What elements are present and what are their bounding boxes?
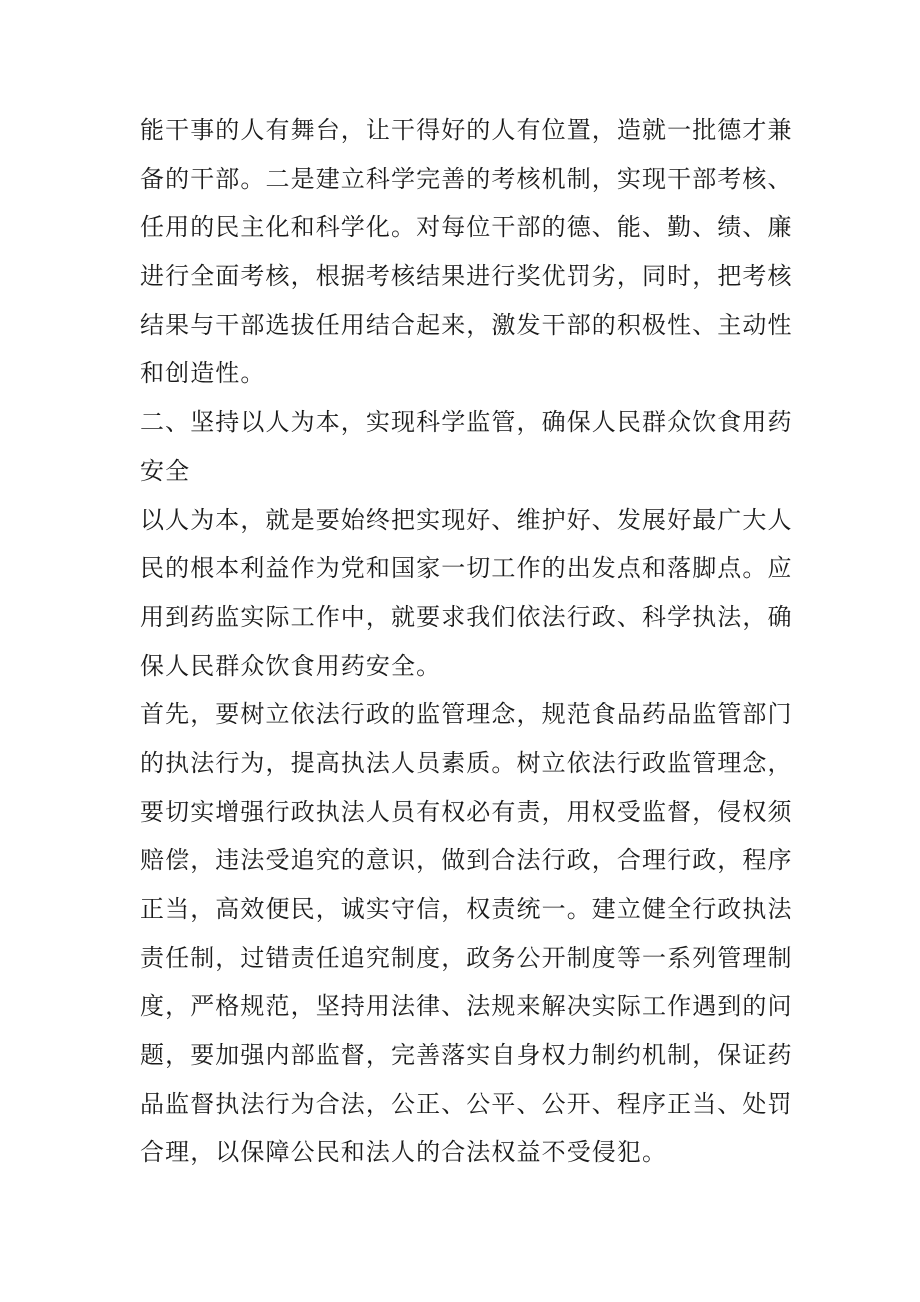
text-line: 的执法行为，提高执法人员素质。树立依法行政监管理念， <box>140 748 793 777</box>
section-heading-line: 安全 <box>140 456 191 485</box>
document-body <box>140 106 793 1177</box>
text-line: 和创造性。 <box>140 359 266 388</box>
text-line: 赔偿，违法受追究的意识，做到合法行政，合理行政，程序 <box>140 846 793 875</box>
text-line: 合理，以保障公民和法人的合法权益不受侵犯。 <box>140 1138 668 1167</box>
text-line: 备的干部。二是建立科学完善的考核机制，实现干部考核、 <box>140 164 793 193</box>
text-line: 进行全面考核，根据考核结果进行奖优罚劣，同时，把考核 <box>140 262 793 291</box>
text-line: 任用的民主化和科学化。对每位干部的德、能、勤、绩、廉 <box>140 213 793 242</box>
text-line: 责任制，过错责任追究制度，政务公开制度等一系列管理制 <box>140 943 793 972</box>
text-line: 度，严格规范，坚持用法律、法规来解决实际工作遇到的问 <box>140 992 793 1021</box>
text-line: 正当，高效便民，诚实守信，权责统一。建立健全行政执法 <box>140 895 793 923</box>
text-line: 首先，要树立依法行政的监管理念，规范食品药品监管部门 <box>140 700 793 729</box>
text-line: 题，要加强内部监督，完善落实自身权力制约机制，保证药 <box>140 1041 793 1070</box>
text-line: 以人为本，就是要始终把实现好、维护好、发展好最广大人 <box>140 505 793 534</box>
text-line: 结果与干部选拔任用结合起来，激发干部的积极性、主动性 <box>140 310 793 339</box>
text-line: 保人民群众饮食用药安全。 <box>140 651 442 680</box>
text-line: 要切实增强行政执法人员有权必有责，用权受监督，侵权须 <box>140 797 793 826</box>
text-line: 品监督执法行为合法，公正、公平、公开、程序正当、处罚 <box>140 1089 793 1118</box>
section-heading-line: 二、坚持以人为本，实现科学监管，确保人民群众饮食用药 <box>140 408 793 437</box>
text-line: 民的根本利益作为党和国家一切工作的出发点和落脚点。应 <box>140 554 793 583</box>
text-line: 用到药监实际工作中，就要求我们依法行政、科学执法，确 <box>140 602 793 631</box>
text-line: 能干事的人有舞台，让干得好的人有位置，造就一批德才兼 <box>140 116 793 144</box>
